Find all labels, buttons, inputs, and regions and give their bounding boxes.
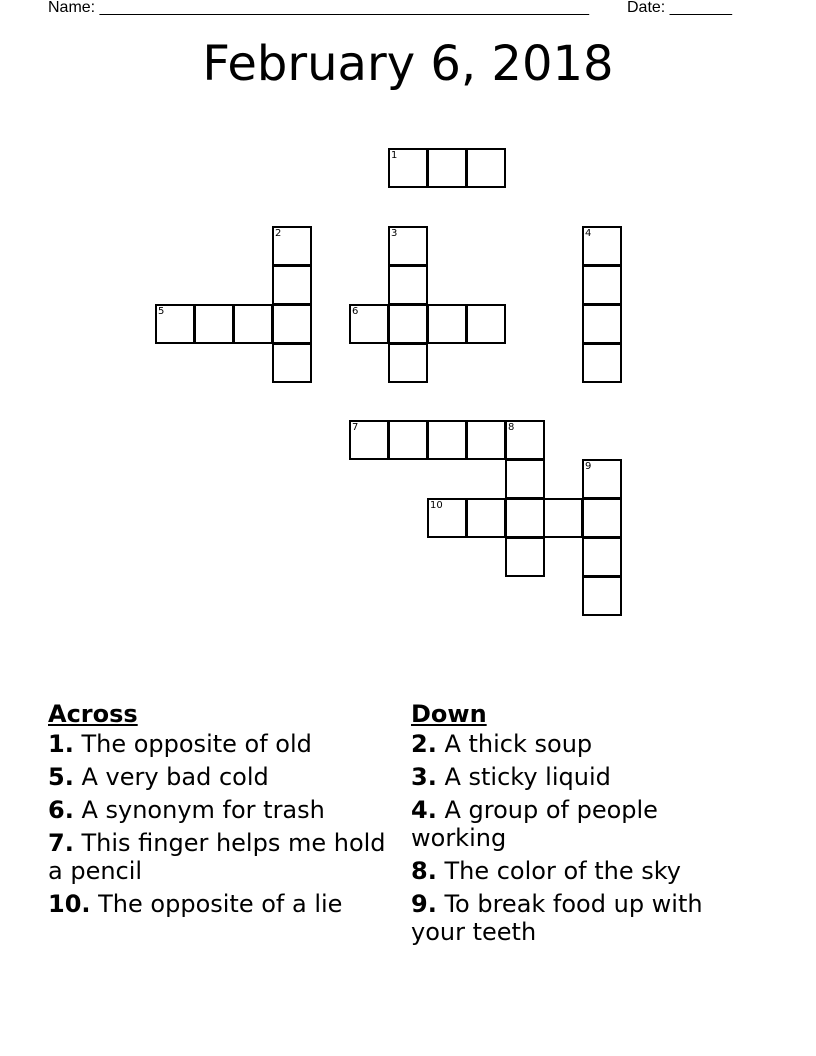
crossword-cell[interactable] (388, 226, 428, 266)
clue-item-text: A thick soup (436, 730, 593, 758)
crossword-cell[interactable] (194, 304, 234, 344)
clue-item (48, 763, 388, 791)
name-field-label: Name: _______________________________________________________ (48, 0, 589, 16)
across-heading: Across (48, 700, 138, 728)
clue-item (48, 796, 388, 824)
clue-item-number: 6. (48, 796, 74, 824)
crossword-cell[interactable] (505, 498, 545, 538)
crossword-cell[interactable] (466, 148, 506, 188)
crossword-cell[interactable] (466, 304, 506, 344)
crossword-cell[interactable] (582, 537, 622, 577)
crossword-cell[interactable] (388, 343, 428, 383)
crossword-cell[interactable] (543, 498, 583, 538)
clue-item (48, 730, 388, 758)
clue-number: 6 (352, 306, 359, 317)
crossword-cell[interactable] (272, 265, 312, 305)
crossword-cell[interactable] (155, 304, 195, 344)
crossword-cell[interactable] (427, 148, 467, 188)
clue-item-number: 9. (411, 890, 437, 918)
crossword-cell[interactable] (427, 420, 467, 460)
crossword-cell[interactable] (388, 420, 428, 460)
crossword-cell[interactable] (582, 498, 622, 538)
crossword-cell[interactable] (272, 343, 312, 383)
clue-number: 10 (430, 500, 443, 511)
crossword-cell[interactable] (349, 420, 389, 460)
crossword-cell[interactable] (582, 576, 622, 616)
crossword-cell[interactable] (582, 304, 622, 344)
crossword-cell[interactable] (505, 537, 545, 577)
clue-number: 1 (391, 150, 398, 161)
clue-item-text: A sticky liquid (436, 763, 611, 791)
clue-number: 7 (352, 422, 359, 433)
date-field-label: Date: _______ (627, 0, 732, 16)
crossword-cell[interactable] (427, 498, 467, 538)
clue-item-text: This finger helps me hold a pencil (48, 829, 386, 885)
crossword-cell[interactable] (466, 498, 506, 538)
crossword-cell[interactable] (388, 304, 428, 344)
down-heading: Down (411, 700, 487, 728)
clue-item (48, 890, 388, 918)
crossword-cell[interactable] (388, 265, 428, 305)
crossword-cell[interactable] (272, 226, 312, 266)
clue-item (411, 730, 741, 758)
clue-item-text: A synonym for trash (73, 796, 325, 824)
crossword-cell[interactable] (505, 420, 545, 460)
clue-item-number: 4. (411, 796, 437, 824)
clue-number: 2 (275, 228, 282, 239)
crossword-cell[interactable] (349, 304, 389, 344)
clue-item-text: The color of the sky (436, 857, 681, 885)
clue-number: 5 (158, 306, 165, 317)
down-clues (411, 700, 741, 951)
clue-item-number: 10. (48, 890, 91, 918)
clue-item-text: A very bad cold (73, 763, 269, 791)
clue-number: 8 (508, 422, 515, 433)
clue-item-number: 1. (48, 730, 74, 758)
clue-item-number: 5. (48, 763, 74, 791)
clue-item-text: A group of people working (411, 796, 658, 852)
clue-item (48, 829, 388, 885)
crossword-cell[interactable] (582, 226, 622, 266)
crossword-cell[interactable] (388, 148, 428, 188)
clue-number: 4 (585, 228, 592, 239)
crossword-cell[interactable] (582, 265, 622, 305)
clue-item-number: 7. (48, 829, 74, 857)
clue-item (411, 763, 741, 791)
crossword-cell[interactable] (233, 304, 273, 344)
clue-item (411, 857, 741, 885)
clue-item-text: The opposite of old (73, 730, 312, 758)
clue-item-number: 8. (411, 857, 437, 885)
clue-item-text: The opposite of a lie (90, 890, 343, 918)
page-title: February 6, 2018 (202, 36, 614, 92)
clue-item-text: To break food up with your teeth (411, 890, 703, 946)
crossword-cell[interactable] (272, 304, 312, 344)
clue-item-number: 2. (411, 730, 437, 758)
crossword-cell[interactable] (505, 459, 545, 499)
clue-item (411, 890, 741, 946)
clue-item (411, 796, 741, 852)
crossword-cell[interactable] (582, 343, 622, 383)
crossword-cell[interactable] (582, 459, 622, 499)
clue-number: 9 (585, 461, 592, 472)
crossword-cell[interactable] (466, 420, 506, 460)
clue-item-number: 3. (411, 763, 437, 791)
crossword-cell[interactable] (427, 304, 467, 344)
across-clues (48, 700, 388, 923)
clue-number: 3 (391, 228, 398, 239)
